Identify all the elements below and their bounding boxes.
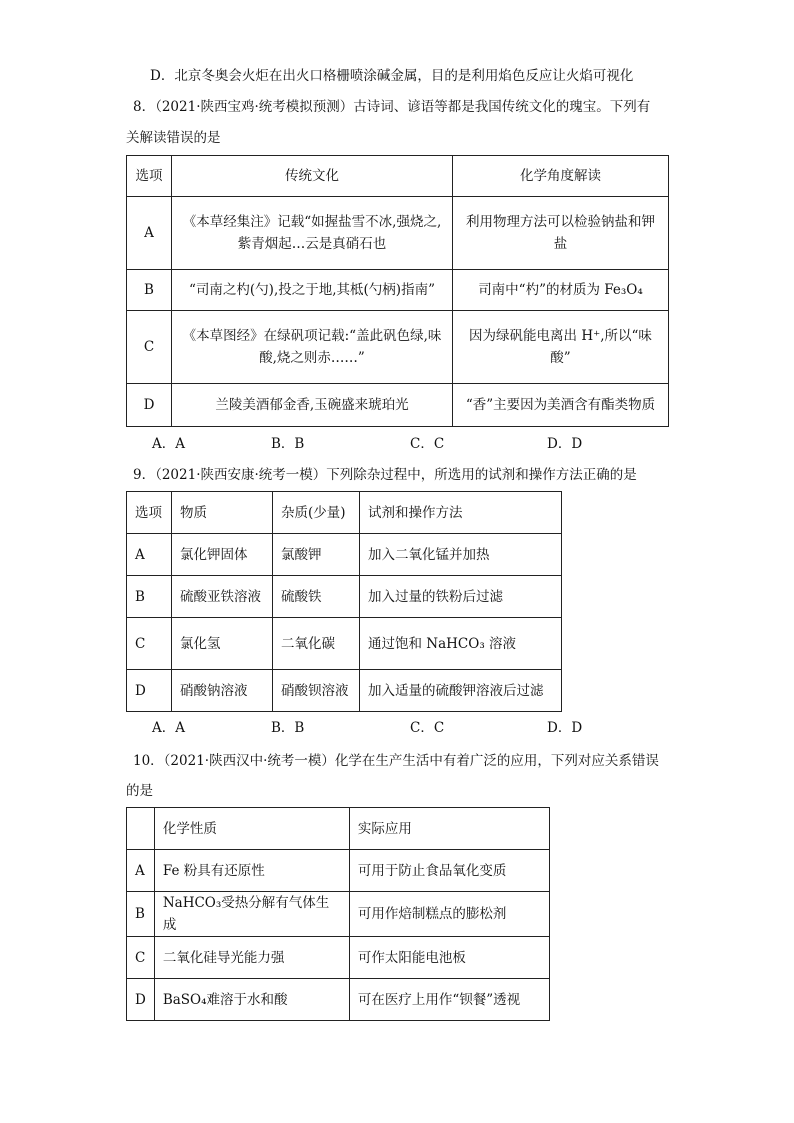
row-method: 加入二氧化锰并加热 [360,534,562,576]
row-property: Fe 粉具有还原性 [154,850,349,892]
culture-line: 紫青烟起…云是真硝石也 [237,236,387,252]
culture-line: 《本草图经》在绿矾项记载:“盖此矾色绿,味 [182,328,442,344]
row-option: B [127,892,155,937]
row-application: 可在医疗上用作“钡餐”透视 [349,979,549,1021]
q10-stem: 10．（2021·陕西汉中·统考一模）化学在生产生活中有着广泛的应用，下列对应关系错误 [133,753,659,769]
table-row [127,576,562,618]
answer-option-d[interactable]: D．D [547,436,583,452]
q8-table [126,155,669,427]
header-option: 选项 [127,156,172,197]
table-row [127,197,669,270]
table-row [127,311,669,384]
row-option: D [127,979,155,1021]
row-option: D [127,384,172,427]
row-impurity: 硫酸铁 [273,576,360,618]
header-culture: 传统文化 [172,156,453,197]
row-application: 可作太阳能电池板 [349,937,549,979]
table-header-row [127,156,669,197]
table-row [127,534,562,576]
header-application: 实际应用 [349,808,549,850]
row-impurity: 二氧化碳 [273,618,360,670]
row-option: B [127,576,172,618]
row-culture: “司南之杓(勺),投之于地,其柢(勺柄)指南” [172,270,453,311]
culture-line: 《本草经集注》记载“如握盐雪不冰,强烧之, [182,214,442,230]
q8-stem: 8．（2021·陕西宝鸡·统考模拟预测）古诗词、谚语等都是我国传统文化的瑰宝。下列有 [133,99,651,115]
row-option: C [127,311,172,384]
answer-option-c[interactable]: C．C [410,720,445,736]
row-substance: 硝酸钠溶液 [172,670,273,712]
row-substance: 氯化氢 [172,618,273,670]
table-row [127,892,550,937]
table-row [127,670,562,712]
row-substance: 硫酸亚铁溶液 [172,576,273,618]
row-property: NaHCO₃受热分解有气体生成 [154,892,349,937]
row-option: B [127,270,172,311]
table-row [127,979,550,1021]
header-interpretation: 化学角度解读 [453,156,669,197]
answer-option-b[interactable]: B．B [271,720,305,736]
table-header-row [127,492,562,534]
header-property: 化学性质 [154,808,349,850]
interp-line: 利用物理方法可以检验钠盐和钾 [466,214,655,230]
row-impurity: 氯酸钾 [273,534,360,576]
interp-line: 盐 [553,236,568,252]
row-method: 加入适量的硫酸钾溶液后过滤 [360,670,562,712]
row-option: A [127,534,172,576]
row-method: 加入过量的铁粉后过滤 [360,576,562,618]
answer-option-a[interactable]: A．A [152,436,185,452]
header-option [127,808,155,850]
answer-option-d[interactable]: D．D [547,720,583,736]
q9-table [126,491,562,712]
row-culture: 兰陵美酒郁金香,玉碗盛来琥珀光 [172,384,453,427]
q9-stem: 9．（2021·陕西安康·统考一模）下列除杂过程中，所选用的试剂和操作方法正确的是 [133,467,637,483]
row-application: 可用作焙制糕点的膨松剂 [349,892,549,937]
q8-stem-cont: 关解读错误的是 [126,130,221,146]
table-header-row [127,808,550,850]
row-option: A [127,197,172,270]
answer-option-c[interactable]: C．C [410,436,445,452]
header-option: 选项 [127,492,172,534]
q7-option-d: D．北京冬奥会火炬在出火口格栅喷涂碱金属，目的是利用焰色反应让火焰可视化 [150,68,634,84]
row-method: 通过饱和 NaHCO₃ 溶液 [360,618,562,670]
row-interpretation: 因为绿矾能电离出 H⁺,所以“味酸” [453,311,669,384]
table-row [127,618,562,670]
row-substance: 氯化钾固体 [172,534,273,576]
q10-stem-cont: 的是 [126,783,153,799]
header-substance: 物质 [172,492,273,534]
culture-line: 酸,烧之则赤……” [259,350,365,366]
header-method: 试剂和操作方法 [360,492,562,534]
answer-option-a[interactable]: A．A [152,720,185,736]
row-application: 可用于防止食品氧化变质 [349,850,549,892]
table-row [127,937,550,979]
row-option: C [127,618,172,670]
q9-answer-options [0,718,794,738]
row-property: 二氧化硅导光能力强 [154,937,349,979]
q10-table [126,807,550,1021]
row-interpretation [453,197,669,270]
row-impurity: 硝酸钡溶液 [273,670,360,712]
row-interpretation: 司南中“杓”的材质为 Fe₃O₄ [453,270,669,311]
q8-answer-options [0,434,794,454]
row-property: BaSO₄难溶于水和酸 [154,979,349,1021]
table-row [127,270,669,311]
row-interpretation: “香”主要因为美酒含有酯类物质 [453,384,669,427]
answer-option-b[interactable]: B．B [271,436,305,452]
table-row [127,384,669,427]
table-row [127,850,550,892]
header-impurity: 杂质(少量) [273,492,360,534]
row-option: D [127,670,172,712]
row-option: C [127,937,155,979]
row-culture [172,311,453,384]
row-option: A [127,850,155,892]
row-culture [172,197,453,270]
